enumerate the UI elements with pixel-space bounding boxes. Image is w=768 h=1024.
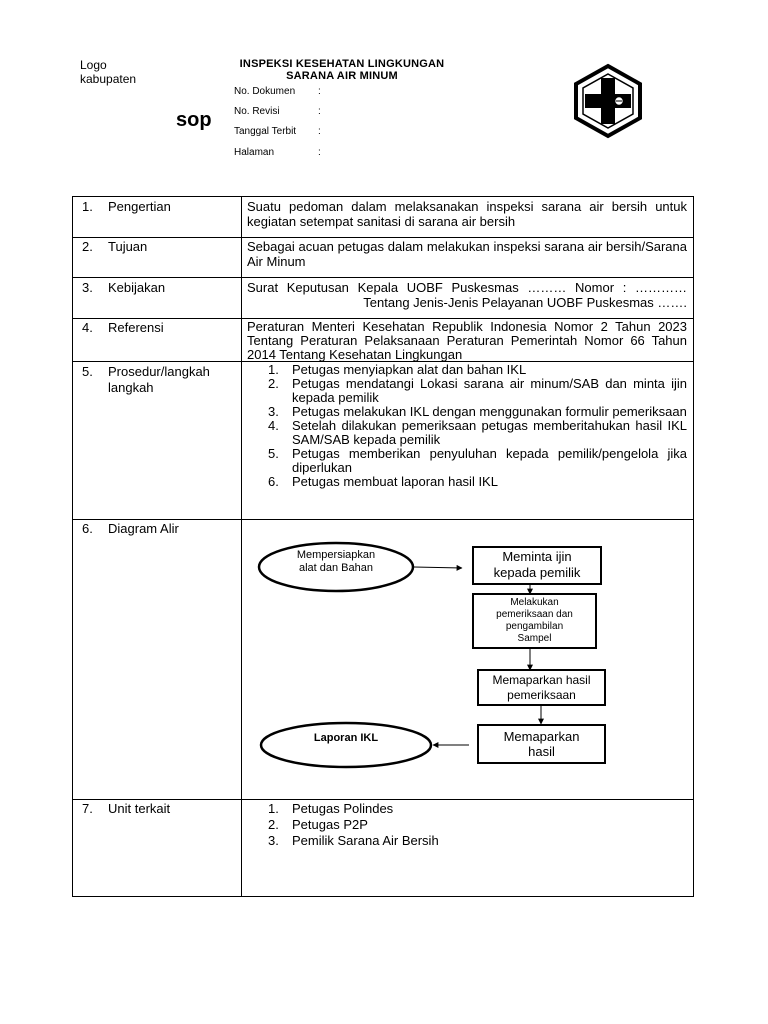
step-prepare-label: Mempersiapkan alat dan Bahan: [296, 549, 376, 574]
meta-label-issue-date: Tanggal Terbit: [234, 126, 297, 137]
list-text: Setelah dilakukan pemeriksaan petugas memberitahukan hasil IKL SAM/SAB kepada pemilik: [292, 418, 687, 447]
list-text: Pemilik Sarana Air Bersih: [292, 833, 439, 848]
list-number: 4.: [268, 418, 279, 433]
section-content-kebijakan: Surat Keputusan Kepala UOBF Puskesmas ……… Nomor : ………… Tentang Jenis-Jenis Pelayanan UOBF Puskesmas …….: [247, 280, 687, 310]
section-label-diagram-alir: Diagram Alir: [108, 521, 179, 536]
flow-arrow: [414, 567, 462, 568]
section-content-pengertian: Suatu pedoman dalam melaksanakan inspeksi sarana air bersih untuk kegiatan setempat sanitasi di sarana air bersih: [247, 199, 687, 229]
section-content-tujuan: Sebagai acuan petugas dalam melakukan inspeksi sarana air bersih/Sarana Air Minum: [247, 239, 687, 269]
meta-label-revision: No. Revisi: [234, 106, 280, 117]
meta-colon: :: [318, 126, 321, 137]
list-text: Petugas membuat laporan hasil IKL: [292, 474, 498, 489]
list-number: 2.: [268, 376, 279, 391]
meta-colon: :: [318, 147, 321, 158]
section-number: 1.: [82, 199, 93, 214]
list-number: 6.: [268, 474, 279, 489]
step-inspection-label: Melakukan pemeriksaan dan pengambilan Sampel: [496, 597, 573, 644]
sop-label: sop: [176, 109, 212, 131]
meta-colon: :: [318, 86, 321, 97]
list-number: 3.: [268, 833, 279, 848]
step-present-label: Memaparkan hasil: [503, 729, 580, 759]
section-label-unit-terkait: Unit terkait: [108, 801, 171, 816]
section-number: 5.: [82, 364, 93, 379]
section-number: 7.: [82, 801, 93, 816]
section-number: 3.: [82, 280, 93, 295]
title-line-2: SARANA AIR MINUM: [286, 70, 398, 82]
meta-label-doc-number: No. Dokumen: [234, 86, 296, 97]
meta-label-page: Halaman: [234, 147, 275, 158]
step-report-label: Laporan IKL: [313, 732, 379, 744]
list-number: 5.: [268, 446, 279, 461]
section-content-referensi: Peraturan Menteri Kesehatan Republik Indonesia Nomor 2 Tahun 2023 Tentang Peraturan Pelaksanaan Peraturan Pemerintah Nomor 66 Tahun 2014 Tentang Kesehatan Lingkungan: [247, 319, 687, 362]
list-number: 3.: [268, 404, 279, 419]
list-number: 1.: [268, 801, 279, 816]
list-text: Petugas mendatangi Lokasi sarana air minum/SAB dan minta ijin kepada pemilik: [292, 376, 687, 405]
section-label-pengertian: Pengertian: [108, 199, 171, 214]
list-number: 1.: [268, 362, 279, 377]
list-text: Petugas P2P: [292, 817, 368, 832]
section-label-referensi: Referensi: [108, 320, 164, 335]
logo-placeholder-text: Logo kabupaten: [80, 58, 137, 86]
section-label-tujuan: Tujuan: [108, 239, 148, 254]
title-line-1: INSPEKSI KESEHATAN LINGKUNGAN: [239, 58, 445, 70]
meta-colon: :: [318, 106, 321, 117]
step-present-results-label: Memaparkan hasil pemeriksaan: [492, 673, 591, 702]
list-text: Petugas memberikan penyuluhan kepada pemilik/pengelola jika diperlukan: [292, 446, 687, 475]
step-request-permission-label: Meminta ijin kepada pemilik: [493, 549, 581, 580]
list-number: 2.: [268, 817, 279, 832]
section-number: 4.: [82, 320, 93, 335]
list-text: Petugas melakukan IKL dengan menggunakan formulir pemeriksaan: [292, 404, 687, 419]
section-label-kebijakan: Kebijakan: [108, 280, 166, 295]
end-oval: [261, 723, 431, 767]
list-text: Petugas Polindes: [292, 801, 394, 816]
list-text: Petugas menyiapkan alat dan bahan IKL: [292, 362, 527, 377]
section-number: 2.: [82, 239, 93, 254]
section-number: 6.: [82, 521, 93, 536]
section-label-prosedur: Prosedur/langkah langkah: [108, 364, 210, 395]
